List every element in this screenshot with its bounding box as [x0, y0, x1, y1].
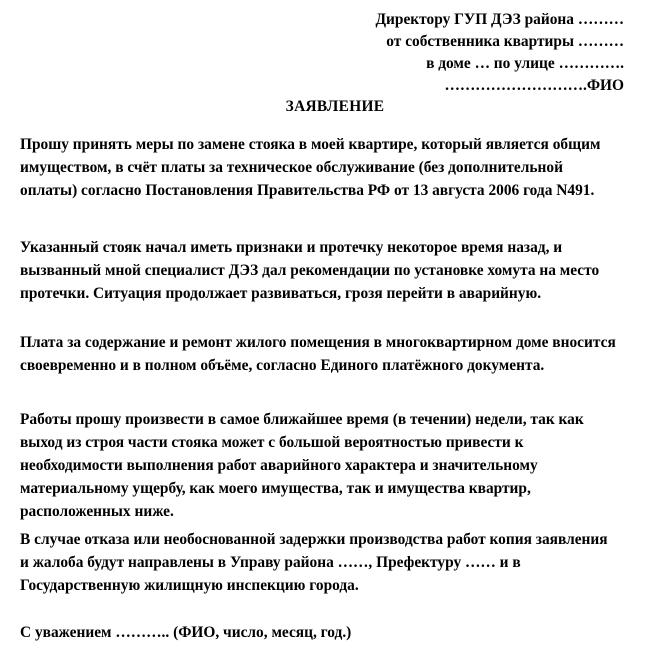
- addressee-name-line: ……………………….ФИО: [444, 77, 624, 94]
- addressee-director-line: Директору ГУП ДЭЗ района ………: [375, 11, 624, 28]
- paragraph-complaint-warning: В случае отказа или необоснованной задержки производства работ копия заявления и жалоба будут направлены в Управу района ……, Префектуру …… и в Государственную жилищную инспекцию города.: [20, 531, 608, 594]
- paragraph-leak-description: Указанный стояк начал иметь признаки и протечку некоторое время назад, и вызванный мной специалист ДЭЗ дал рекомендации по установке хомута на место протечки. Ситуация продолжает развиваться, грозя перейти в аварийную.: [20, 239, 600, 302]
- addressee-block: [304, 9, 624, 97]
- paragraph-request: Прошу принять меры по замене стояка в моей квартире, который является общим имуществом, в счёт платы за техническое обслуживание (без дополнительной оплаты) согласно Постановления Правительства РФ от 13 августа 2006 года N491.: [20, 136, 601, 199]
- addressee-owner-line: от собственника квартиры ………: [386, 33, 624, 50]
- paragraph-payment: Плата за содержание и ремонт жилого помещения в многоквартирном доме вносится своевременно и в полном объёме, согласно Единого платёжного документа.: [20, 334, 616, 374]
- document-title: ЗАЯВЛЕНИЕ: [285, 98, 385, 115]
- addressee-address-line: в доме … по улице ………….: [426, 55, 624, 72]
- paragraph-urgency: Работы прошу произвести в самое ближайшее время (в течении) недели, так как выход из строя части стояка может с большой вероятностью привести к необходимости выполнения работ аварийного характера и значительному материальному ущербу, как моего имущества, так и имущества квартир, расположенных ниже.: [20, 411, 584, 520]
- signature-line: С уважением ……….. (ФИО, число, месяц, год.): [20, 624, 352, 641]
